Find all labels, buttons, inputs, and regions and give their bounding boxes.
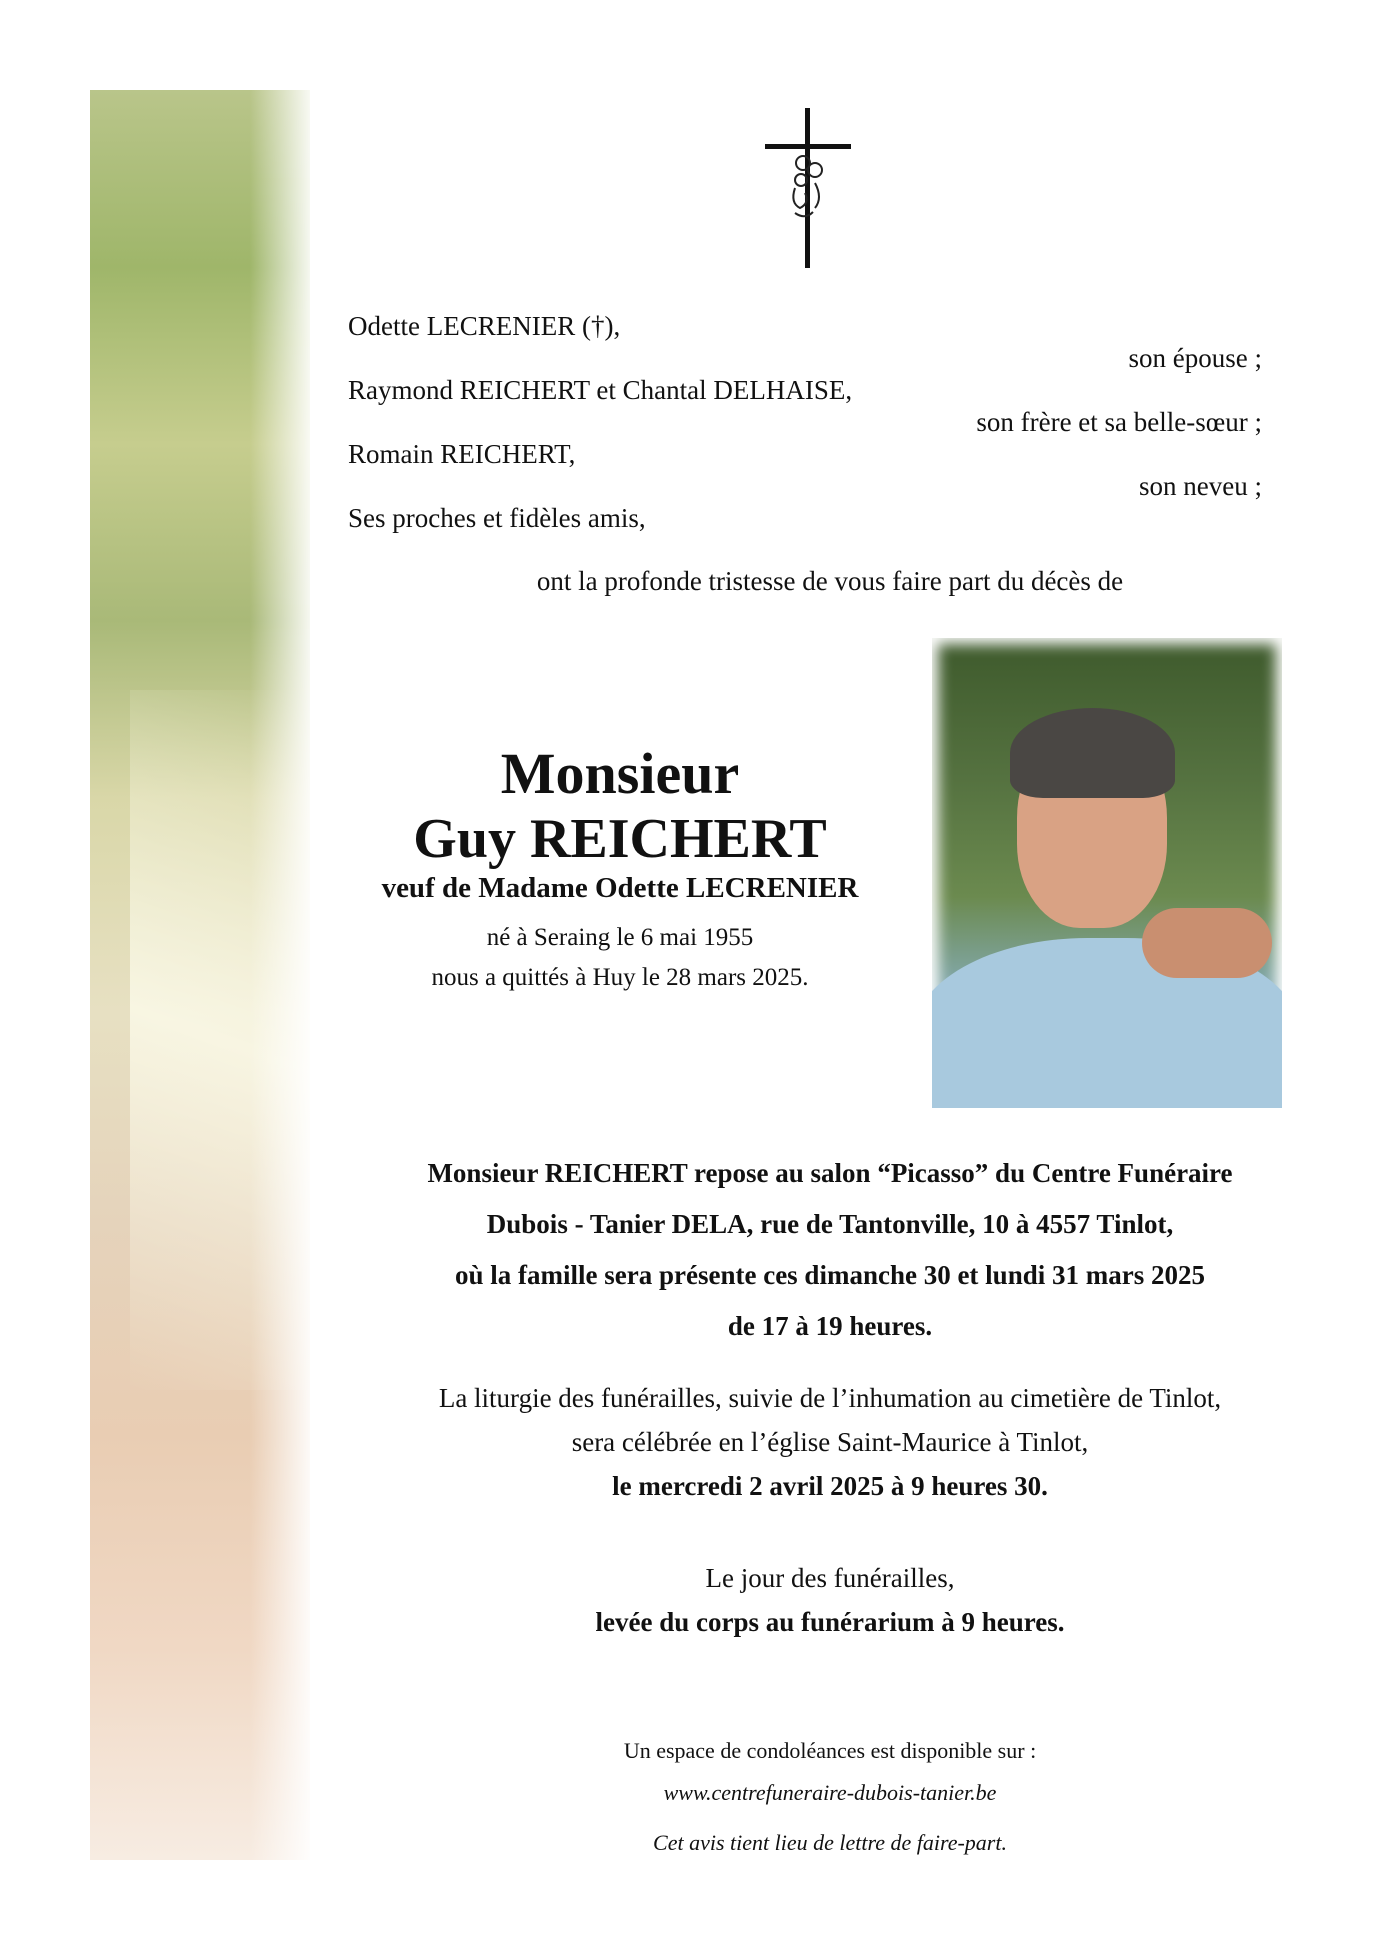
visitation-line: Dubois - Tanier DELA, rue de Tantonville, 10 à 4557 Tinlot, [486, 1209, 1174, 1239]
deceased-block [330, 740, 910, 998]
family-member-name: Raymond REICHERT et Chantal DELHAISE, [348, 375, 853, 405]
funeral-day-info [300, 1556, 1360, 1644]
portrait-photo [932, 638, 1282, 1108]
deceased-widowhood: veuf de Madame Odette LECRENIER [381, 872, 859, 904]
family-member-name: Romain REICHERT, [348, 439, 576, 469]
photo-arm [1142, 908, 1272, 978]
liturgy-date: le mercredi 2 avril 2025 à 9 heures 30. [612, 1471, 1048, 1501]
deceased-name: Guy REICHERT [413, 808, 827, 870]
funeral-day-time: levée du corps au funérarium à 9 heures. [595, 1607, 1065, 1637]
footer [300, 1730, 1360, 1864]
photo-hair [1010, 708, 1175, 798]
deceased-dates [330, 918, 910, 998]
deceased-civility: Monsieur [500, 741, 740, 806]
family-member-relation: son frère et sa belle-sœur ; [976, 407, 1262, 437]
family-member-name: Odette LECRENIER (†), [348, 311, 621, 341]
website-link[interactable]: www.centrefuneraire-dubois-tanier.be [663, 1780, 997, 1805]
visitation-line: où la famille sera présente ces dimanche 30 et lundi 31 mars 2025 [455, 1260, 1205, 1290]
visitation-info [300, 1148, 1360, 1352]
death-line: nous a quittés à Huy le 28 mars 2025. [431, 964, 809, 991]
liturgy-line: sera célébrée en l’église Saint-Maurice à Tinlot, [571, 1427, 1089, 1457]
liturgy-line: La liturgie des funérailles, suivie de l’inhumation au cimetière de Tinlot, [438, 1383, 1222, 1413]
condolences-text: Un espace de condoléances est disponible sur : [623, 1738, 1037, 1763]
family-list [348, 310, 1262, 534]
family-member-name: Ses proches et fidèles amis, [348, 503, 646, 533]
family-member-relation: son épouse ; [1128, 343, 1262, 373]
birth-line: né à Seraing le 6 mai 1955 [486, 924, 754, 951]
announcement-intro: ont la profonde tristesse de vous faire part du décès de [536, 566, 1124, 596]
funeral-day-line: Le jour des funérailles, [705, 1563, 955, 1593]
family-member-relation: son neveu ; [1139, 471, 1262, 501]
faire-part-note: Cet avis tient lieu de lettre de faire-part. [653, 1830, 1007, 1855]
forest-path-image [90, 90, 310, 1860]
visitation-line: de 17 à 19 heures. [727, 1311, 933, 1341]
cross-with-roses-icon [765, 108, 851, 268]
visitation-line: Monsieur REICHERT repose au salon “Picasso” du Centre Funéraire [427, 1158, 1233, 1188]
liturgy-info [300, 1376, 1360, 1508]
